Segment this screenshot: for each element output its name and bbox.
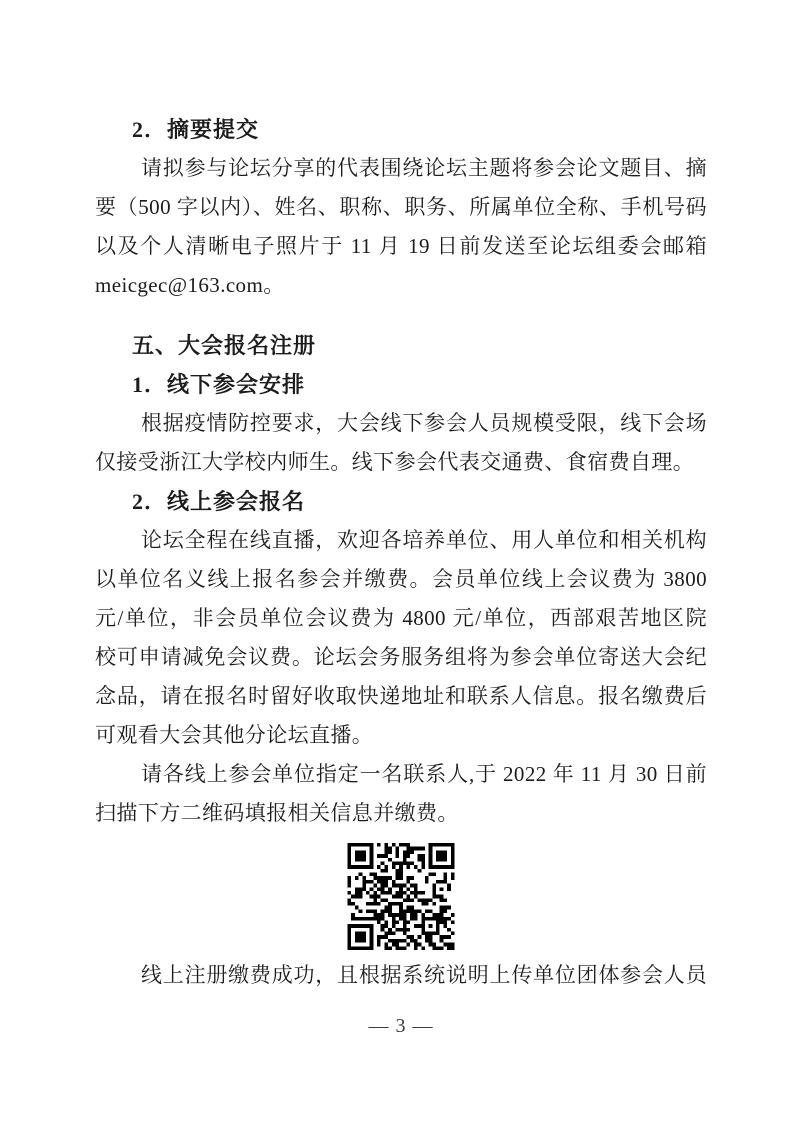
paragraph-offline [95, 404, 707, 482]
heading-online-registration: 2．线上参会报名 [132, 489, 306, 514]
text-line: 请拟参与论坛分享的代表围绕论坛主题将参会论文题目、摘 [141, 156, 707, 180]
heading-offline-attendance: 1．线下参会安排 [132, 372, 306, 397]
qr-code-container [95, 843, 707, 950]
page-number: — 3 — [368, 1015, 434, 1037]
text-line: 请各线上参会单位指定一名联系人,于 2022 年 11 月 30 日前 [141, 762, 707, 786]
text-line: 校可申请减免会议费。论坛会务服务组将为参会单位寄送大会纪 [95, 645, 707, 669]
text-line: 论坛全程在线直播，欢迎各培养单位、用人单位和相关机构 [141, 528, 707, 552]
text-line: 扫描下方二维码填报相关信息并缴费。 [95, 801, 459, 825]
text-line: 以单位名义线上报名参会并缴费。会员单位线上会议费为 3800 [95, 567, 707, 591]
paragraph-upload [95, 956, 707, 995]
text-line: 元/单位，非会员单位会议费为 4800 元/单位，西部艰苦地区院 [95, 606, 707, 630]
text-line: 以及个人清晰电子照片于 11 月 19 日前发送至论坛组委会邮箱 [95, 234, 707, 258]
email-text: meicgec@163.com。 [95, 273, 285, 297]
paragraph-abstract [95, 149, 707, 305]
paragraph-online [95, 521, 707, 755]
text-line: 仅接受浙江大学校内师生。线下参会代表交通费、食宿费自理。 [95, 450, 695, 474]
text-line: 线上注册缴费成功，且根据系统说明上传单位团体参会人员 [141, 963, 707, 987]
qr-code [347, 843, 455, 950]
text-line: 根据疫情防控要求，大会线下参会人员规模受限，线下会场 [141, 411, 707, 435]
heading-abstract-submission: 2．摘要提交 [132, 117, 260, 142]
text-line: 要（500 字以内）、姓名、职称、职务、所属单位全称、手机号码 [95, 195, 707, 219]
text-line: 念品，请在报名时留好收取快递地址和联系人信息。报名缴费后 [95, 684, 707, 708]
text-line: 可观看大会其他分论坛直播。 [95, 723, 374, 747]
heading-registration-section: 五、大会报名注册 [132, 333, 317, 358]
paragraph-contact [95, 755, 707, 833]
